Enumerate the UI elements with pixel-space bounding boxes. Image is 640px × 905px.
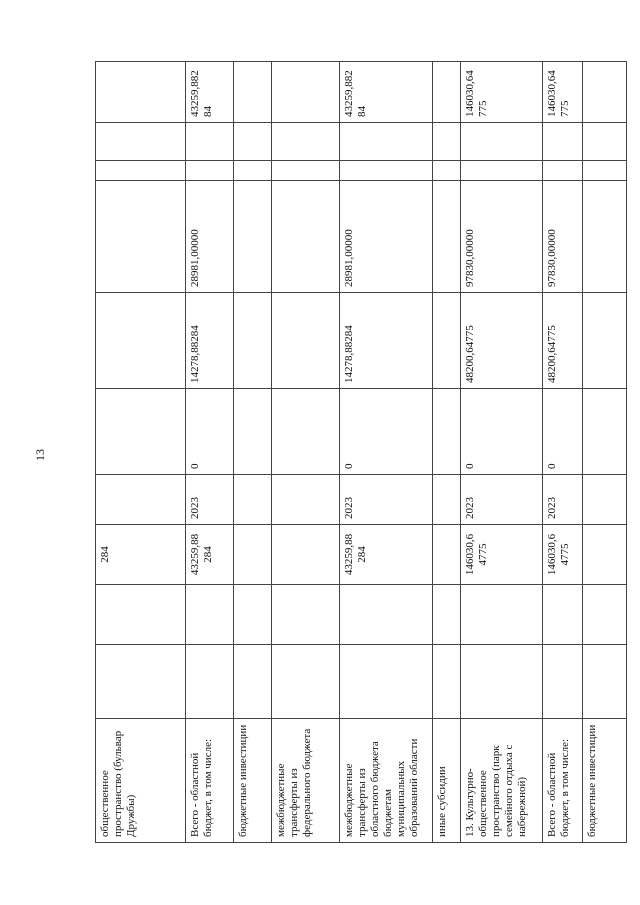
table-cell xyxy=(340,123,433,161)
table-cell xyxy=(583,585,627,645)
table-cell: 43259,88284 xyxy=(340,62,433,123)
table-cell: 43259,88 284 xyxy=(340,525,433,585)
table-cell xyxy=(583,123,627,161)
table-cell xyxy=(583,161,627,181)
table-cell xyxy=(234,293,272,389)
table-cell: 14278,88284 xyxy=(340,293,433,389)
table-cell xyxy=(433,389,461,475)
row-label-cell: иные субсидии xyxy=(433,719,461,843)
row-label-cell: межбюджетные трансферты из федерального бюджета xyxy=(272,719,340,843)
table-cell xyxy=(433,62,461,123)
table-cell xyxy=(433,525,461,585)
table-cell: 28981,00000 xyxy=(186,181,234,293)
table-cell xyxy=(583,181,627,293)
table-cell: 0 xyxy=(340,389,433,475)
table-cell: 146030,64775 xyxy=(543,62,583,123)
table-cell: 48200,64775 xyxy=(461,293,543,389)
table-cell: 97830,00000 xyxy=(543,181,583,293)
row-label-cell: Всего - областной бюджет, в том числе: xyxy=(186,719,234,843)
table-cell xyxy=(234,645,272,719)
table-cell xyxy=(234,181,272,293)
table-cell xyxy=(583,645,627,719)
table-cell xyxy=(461,123,543,161)
table-cell: 0 xyxy=(461,389,543,475)
table-row xyxy=(340,62,433,843)
table-cell xyxy=(186,585,234,645)
table-cell xyxy=(461,645,543,719)
table-cell xyxy=(433,645,461,719)
table-cell xyxy=(433,181,461,293)
row-label-cell: общественное пространство (бульвар Дружбы) xyxy=(96,719,186,843)
table-cell: 97830,00000 xyxy=(461,181,543,293)
table-cell xyxy=(234,161,272,181)
table-row xyxy=(272,62,340,843)
table-row xyxy=(96,62,186,843)
table-cell xyxy=(234,525,272,585)
table-cell xyxy=(272,475,340,525)
table-cell xyxy=(583,525,627,585)
table-cell xyxy=(543,123,583,161)
table-row xyxy=(186,62,234,843)
table-cell: 2023 xyxy=(543,475,583,525)
table-cell xyxy=(583,293,627,389)
row-label-cell: бюджетные инвестиции xyxy=(234,719,272,843)
table-cell xyxy=(272,585,340,645)
table-cell: 48200,64775 xyxy=(543,293,583,389)
table-row xyxy=(234,62,272,843)
table-cell: 146030,6 4775 xyxy=(543,525,583,585)
table-cell xyxy=(96,475,186,525)
table-cell xyxy=(96,389,186,475)
table-cell xyxy=(461,161,543,181)
table-cell xyxy=(234,123,272,161)
table-cell: 2023 xyxy=(186,475,234,525)
row-label-cell: бюджетные инвестиции xyxy=(583,719,627,843)
table-row xyxy=(461,62,543,843)
rotated-table-frame xyxy=(95,62,598,843)
table-cell xyxy=(234,62,272,123)
table-cell xyxy=(583,389,627,475)
table-cell xyxy=(272,293,340,389)
table-cell: 0 xyxy=(186,389,234,475)
table-cell: 146030,64775 xyxy=(461,62,543,123)
table-cell xyxy=(96,181,186,293)
table-cell xyxy=(272,161,340,181)
table-cell xyxy=(272,181,340,293)
budget-table xyxy=(95,61,627,843)
table-cell: 2023 xyxy=(340,475,433,525)
table-cell xyxy=(186,161,234,181)
table-cell xyxy=(433,161,461,181)
table-cell xyxy=(234,585,272,645)
table-cell xyxy=(272,645,340,719)
table-cell xyxy=(433,475,461,525)
table-cell: 284 xyxy=(96,525,186,585)
table-cell: 14278,88284 xyxy=(186,293,234,389)
table-cell: 146030,6 4775 xyxy=(461,525,543,585)
table-cell xyxy=(186,645,234,719)
table-cell: 28981,00000 xyxy=(340,181,433,293)
table-cell xyxy=(186,123,234,161)
row-label-cell: 13. Культурно-общественное пространство (парк семейного отдыха с набережной) xyxy=(461,719,543,843)
table-cell xyxy=(96,293,186,389)
table-cell: 43259,88284 xyxy=(186,62,234,123)
table-cell xyxy=(433,293,461,389)
table-row xyxy=(543,62,583,843)
table-row xyxy=(433,62,461,843)
table-cell: 2023 xyxy=(461,475,543,525)
table-cell xyxy=(234,389,272,475)
table-cell xyxy=(340,645,433,719)
table-cell xyxy=(543,161,583,181)
table-cell xyxy=(96,161,186,181)
table-cell xyxy=(96,123,186,161)
table-cell: 43259,88 284 xyxy=(186,525,234,585)
page-number: 13 xyxy=(33,449,47,461)
table-cell xyxy=(272,525,340,585)
table-cell xyxy=(433,123,461,161)
table-cell xyxy=(272,62,340,123)
table-cell xyxy=(272,389,340,475)
row-label-cell: межбюджетные трансферты из областного бюджета бюджетам муниципальных образований области xyxy=(340,719,433,843)
table-cell xyxy=(96,62,186,123)
table-cell xyxy=(96,645,186,719)
table-cell xyxy=(543,645,583,719)
table-cell xyxy=(583,475,627,525)
row-label-cell: Всего - областной бюджет, в том числе: xyxy=(543,719,583,843)
table-cell xyxy=(461,585,543,645)
table-cell xyxy=(340,585,433,645)
table-cell xyxy=(543,585,583,645)
table-cell xyxy=(234,475,272,525)
table-cell xyxy=(583,62,627,123)
table-container xyxy=(95,62,598,843)
table-cell xyxy=(433,585,461,645)
table-cell xyxy=(96,585,186,645)
table-row xyxy=(583,62,627,843)
table-cell xyxy=(272,123,340,161)
table-cell: 0 xyxy=(543,389,583,475)
table-cell xyxy=(340,161,433,181)
